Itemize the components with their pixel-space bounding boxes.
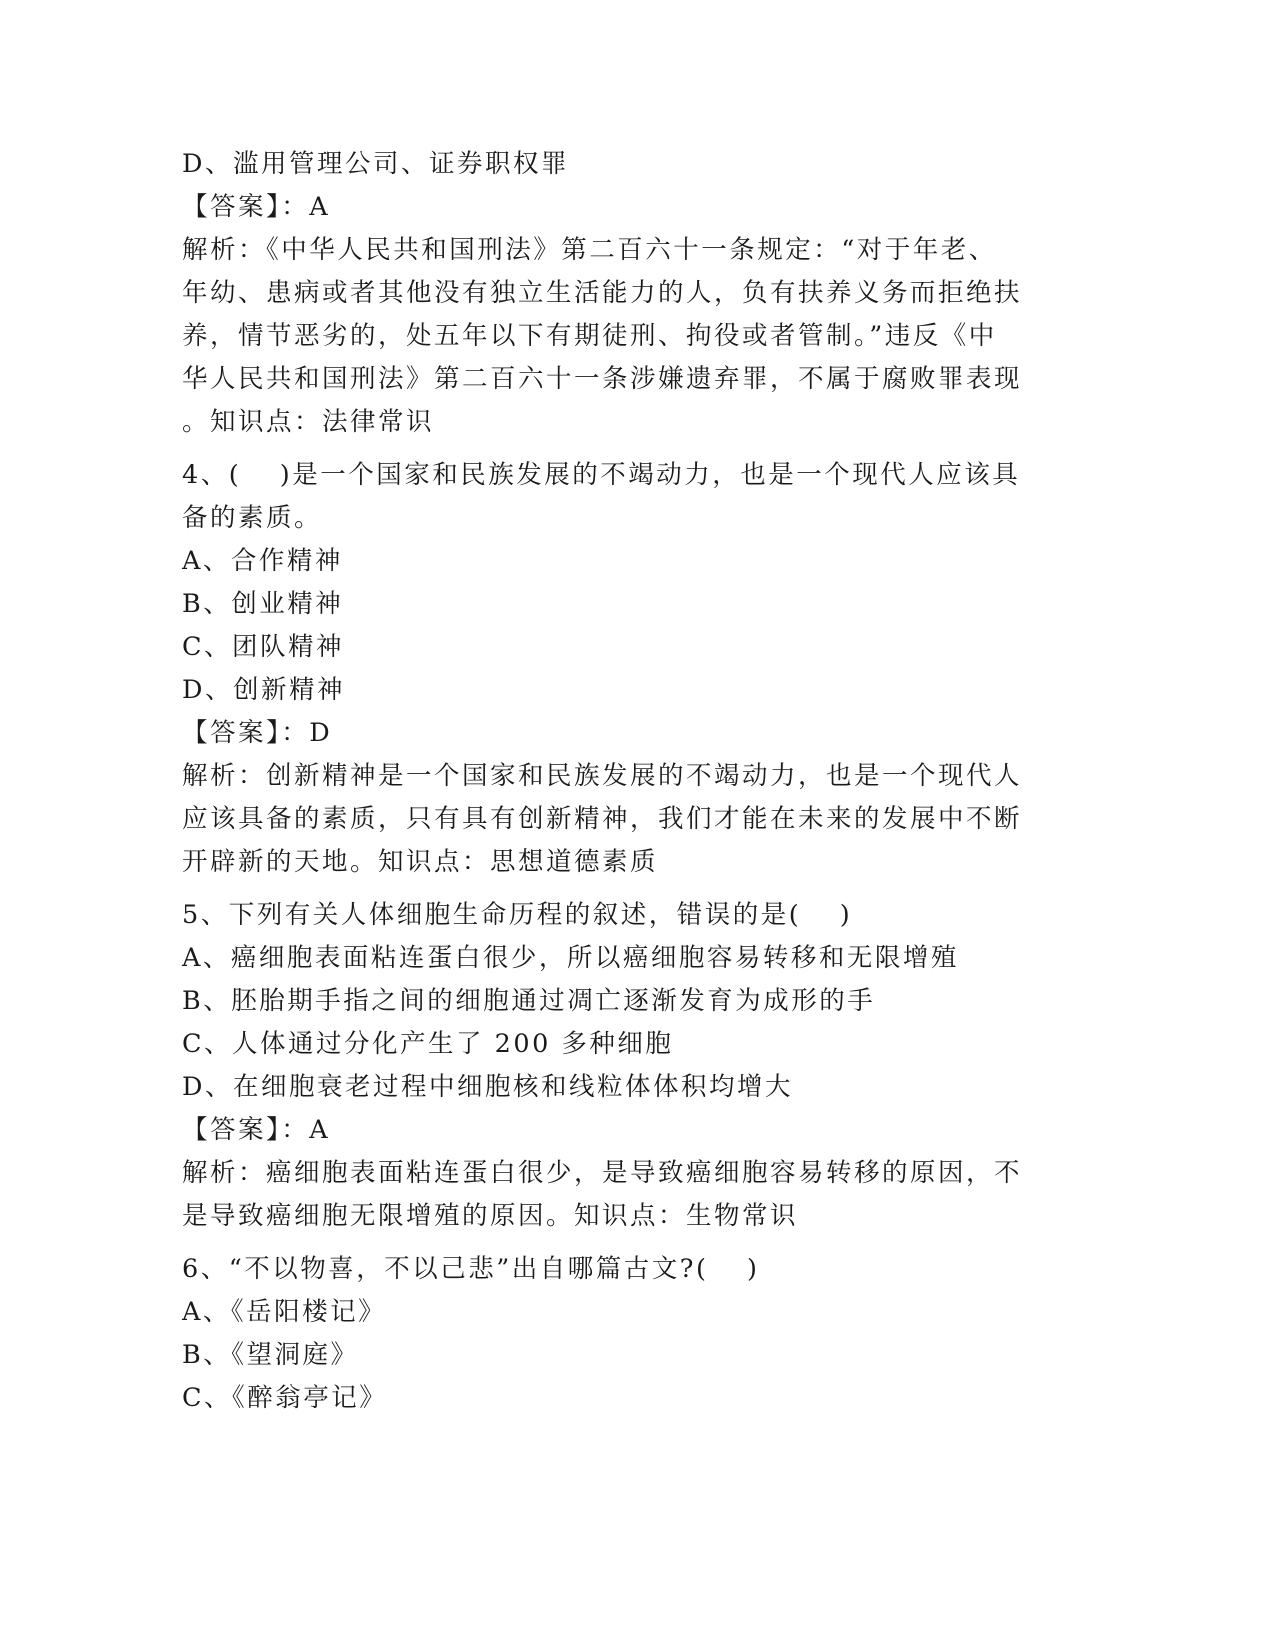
option-d: D、在细胞衰老过程中细胞核和线粒体体积均增大 bbox=[182, 1072, 793, 1102]
option-b: B、《望洞庭》 bbox=[182, 1340, 359, 1370]
block-gap bbox=[182, 1238, 1062, 1248]
question-3-tail bbox=[182, 143, 1062, 444]
option-d: D、滥用管理公司、证券职权罪 bbox=[182, 149, 569, 179]
option-b: B、创业精神 bbox=[182, 589, 344, 619]
analysis-line: 解析：癌细胞表面粘连蛋白很少，是导致癌细胞容易转移的原因，不 bbox=[182, 1158, 1023, 1188]
option-c: C、《醉翁亭记》 bbox=[182, 1383, 388, 1413]
analysis-line: 养，情节恶劣的，处五年以下有期徒刑、拘役或者管制。”违反《中 bbox=[182, 321, 997, 351]
analysis-line: 解析：创新精神是一个国家和民族发展的不竭动力，也是一个现代人 bbox=[182, 761, 1023, 791]
question-stem: 6、“不以物喜，不以己悲”出自哪篇古文?( ) bbox=[182, 1254, 760, 1284]
answer-line: 【答案】：D bbox=[182, 718, 333, 748]
analysis-line: 解析：《中华人民共和国刑法》第二百六十一条规定：“对于年老、 bbox=[182, 235, 997, 265]
question-4 bbox=[182, 454, 1062, 884]
option-b: B、胚胎期手指之间的细胞通过凋亡逐渐发育为成形的手 bbox=[182, 986, 876, 1016]
analysis-line: 应该具备的素质，只有具有创新精神，我们才能在未来的发展中不断 bbox=[182, 804, 1023, 834]
block-gap bbox=[182, 884, 1062, 894]
block-gap bbox=[182, 444, 1062, 454]
option-d: D、创新精神 bbox=[182, 675, 345, 705]
question-6 bbox=[182, 1248, 1062, 1420]
analysis-line: 年幼、患病或者其他没有独立生活能力的人，负有扶养义务而拒绝扶 bbox=[182, 278, 1023, 308]
question-stem: 备的素质。 bbox=[182, 503, 323, 533]
option-c: C、团队精神 bbox=[182, 632, 345, 662]
answer-line: 【答案】：A bbox=[182, 192, 331, 222]
question-5 bbox=[182, 894, 1062, 1238]
analysis-line: 是导致癌细胞无限增殖的原因。知识点：生物常识 bbox=[182, 1201, 799, 1231]
analysis-line: 开辟新的天地。知识点：思想道德素质 bbox=[182, 847, 659, 877]
option-a: A、合作精神 bbox=[182, 546, 343, 576]
option-c: C、人体通过分化产生了 200 多种细胞 bbox=[182, 1029, 674, 1059]
option-a: A、癌细胞表面粘连蛋白很少，所以癌细胞容易转移和无限增殖 bbox=[182, 943, 959, 973]
document-page bbox=[182, 143, 1062, 1420]
question-stem: 4、( )是一个国家和民族发展的不竭动力，也是一个现代人应该具 bbox=[182, 460, 1021, 490]
answer-line: 【答案】：A bbox=[182, 1115, 331, 1145]
option-a: A、《岳阳楼记》 bbox=[182, 1297, 387, 1327]
analysis-line: 华人民共和国刑法》第二百六十一条涉嫌遗弃罪，不属于腐败罪表现 bbox=[182, 364, 1023, 394]
analysis-line: 。知识点：法律常识 bbox=[182, 407, 435, 437]
question-stem: 5、下列有关人体细胞生命历程的叙述，错误的是( ) bbox=[182, 900, 853, 930]
